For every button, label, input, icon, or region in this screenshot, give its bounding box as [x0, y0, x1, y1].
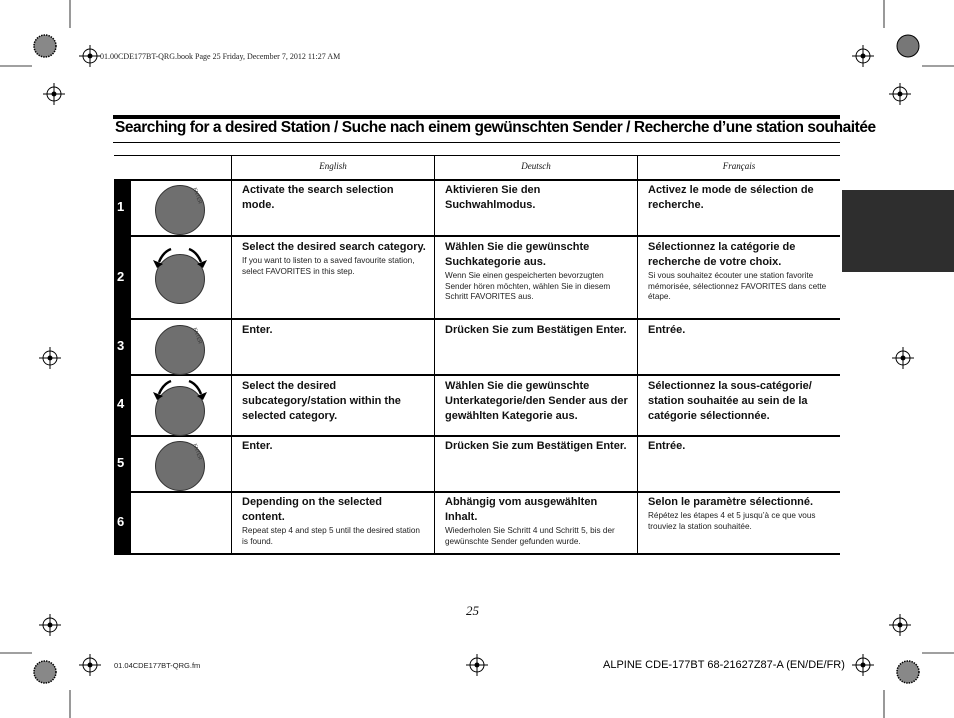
- step-6-deutsch: [445, 495, 630, 547]
- instruction: Aktivieren Sie den Suchwahlmodus.: [445, 184, 541, 211]
- row-rule: [114, 374, 840, 376]
- instruction-note: Wiederholen Sie Schritt 4 und Schritt 5, bis der gewünschte Sender gefunden wurde.: [445, 526, 615, 546]
- rotate-knob-illustration: [155, 386, 205, 436]
- press-knob-illustration: [155, 185, 205, 235]
- title-rule-bottom: [113, 142, 840, 143]
- instruction: Select the desired subcategory/station within the selected category.: [242, 380, 401, 422]
- step-2-deutsch: [445, 240, 630, 303]
- instruction: Drücken Sie zum Bestätigen Enter.: [445, 324, 627, 336]
- table-top-rule: [114, 155, 840, 156]
- step-1-deutsch: [445, 183, 630, 213]
- step-5-francais: [648, 439, 833, 454]
- row-rule: [114, 491, 840, 493]
- instruction: Wählen Sie die gewünschte Unterkategorie/den Sender aus der gewählten Kategorie aus.: [445, 380, 628, 422]
- enter-label: ENTER: [191, 187, 203, 205]
- table-divider-1: [231, 155, 232, 554]
- row-rule: [114, 318, 840, 320]
- page-title: Searching for a desired Station / Suche nach einem gewünschten Sender / Recherche d’une station souhaitée: [115, 119, 876, 136]
- row-rule: [114, 435, 840, 437]
- instruction: Depending on the selected content.: [242, 496, 382, 523]
- step-number-box: [114, 237, 131, 318]
- file-info-header: 01.00CDE177BT-QRG.book Page 25 Friday, December 7, 2012 11:27 AM: [100, 52, 341, 61]
- table-divider-2: [434, 155, 435, 554]
- instruction-note: Si vous souhaitez écouter une station favorite mémorisée, sélectionnez FAVORITES dans cette étape.: [648, 271, 827, 301]
- enter-label: ENTER: [191, 327, 203, 345]
- instruction-note: Repeat step 4 and step 5 until the desired station is found.: [242, 526, 420, 546]
- column-header-francais: Français: [722, 161, 756, 171]
- instruction: Select the desired search category.: [242, 241, 426, 253]
- step-number: 4: [117, 396, 125, 411]
- step-6-francais: [648, 495, 833, 532]
- step-number: 1: [117, 199, 125, 214]
- step-4-english: [242, 379, 427, 424]
- column-header-deutsch: Deutsch: [521, 161, 551, 171]
- instruction: Drücken Sie zum Bestätigen Enter.: [445, 440, 627, 452]
- table-bottom-rule: [114, 553, 840, 555]
- row-rule: [114, 235, 840, 237]
- instruction: Activez le mode de sélection de recherche.: [648, 184, 814, 211]
- step-number: 3: [117, 338, 125, 353]
- rotate-arrows-icon: [145, 378, 215, 408]
- step-number-box: [114, 376, 131, 435]
- column-header-english: English: [319, 161, 347, 171]
- section-side-tab: [842, 190, 954, 272]
- step-5-deutsch: [445, 439, 630, 454]
- instruction-note: Wenn Sie einen gespeicherten bevorzugten Sender hören möchten, wählen Sie in diesem Schritt FAVORITES aus.: [445, 271, 611, 301]
- step-3-english: [242, 323, 427, 338]
- instruction: Activate the search selection mode.: [242, 184, 394, 211]
- instruction-note: Répétez les étapes 4 et 5 jusqu’à ce que vous trouviez la station souhaitée.: [648, 511, 816, 531]
- instruction: Enter.: [242, 440, 273, 452]
- step-number: 5: [117, 455, 125, 470]
- footer-filename: 01.04CDE177BT-QRG.fm: [114, 661, 201, 670]
- step-1-francais: [648, 183, 833, 213]
- step-3-deutsch: [445, 323, 630, 338]
- step-4-francais: [648, 379, 833, 424]
- page-number: 25: [466, 603, 479, 618]
- step-number: 2: [117, 269, 125, 284]
- instruction: Sélectionnez la sous-catégorie/ station souhaitée au sein de la catégorie sélectionnée.: [648, 380, 812, 422]
- step-1-english: [242, 183, 427, 213]
- instruction: Abhängig vom ausgewählten Inhalt.: [445, 496, 598, 523]
- table-divider-3: [637, 155, 638, 554]
- step-2-english: [242, 240, 427, 277]
- step-number-box: [114, 181, 131, 235]
- step-3-francais: [648, 323, 833, 338]
- press-knob-illustration: [155, 325, 205, 375]
- footer-model-info: ALPINE CDE-177BT 68-21627Z87-A (EN/DE/FR): [603, 659, 845, 671]
- header-bottom-rule: [114, 179, 840, 181]
- enter-label: ENTER: [191, 443, 203, 461]
- press-knob-illustration: [155, 441, 205, 491]
- step-number-box: [114, 437, 131, 491]
- step-number: 6: [117, 514, 125, 529]
- step-6-english: [242, 495, 427, 547]
- step-5-english: [242, 439, 427, 454]
- instruction: Wählen Sie die gewünschte Suchkategorie aus.: [445, 241, 590, 268]
- instruction: Entrée.: [648, 440, 686, 452]
- step-number-box: [114, 493, 131, 553]
- rotate-knob-illustration: [155, 254, 205, 304]
- instruction: Entrée.: [648, 324, 686, 336]
- step-number-box: [114, 320, 131, 374]
- rotate-arrows-icon: [145, 246, 215, 276]
- step-4-deutsch: [445, 379, 630, 424]
- instruction: Sélectionnez la catégorie de recherche de votre choix.: [648, 241, 796, 268]
- instruction: Enter.: [242, 324, 273, 336]
- step-2-francais: [648, 240, 833, 303]
- instruction-note: If you want to listen to a saved favourite station, select FAVORITES in this step.: [242, 256, 415, 276]
- instruction: Selon le paramètre sélectionné.: [648, 496, 814, 508]
